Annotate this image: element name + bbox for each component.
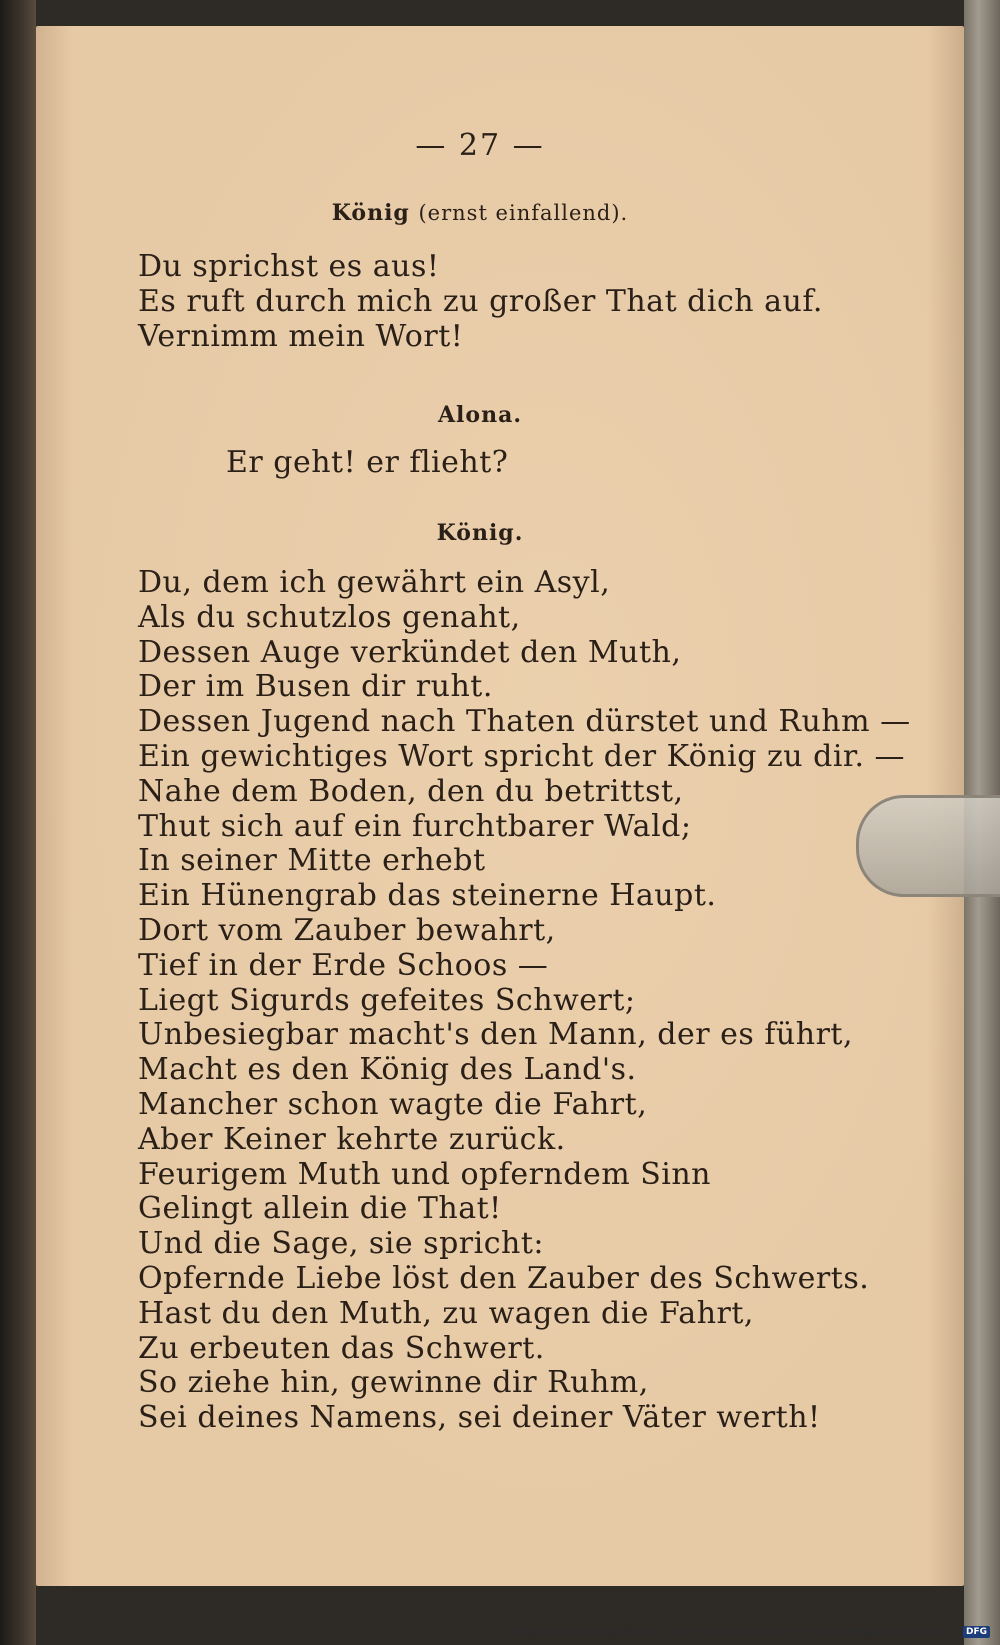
verse-line: Sei deines Namens, sei deiner Väter werth!: [138, 1400, 821, 1436]
verse-line: In seiner Mitte erhebt: [138, 843, 486, 879]
verse-line: Du, dem ich gewährt ein Asyl,: [138, 565, 611, 600]
verse-line: Tief in der Erde Schoos —: [138, 947, 549, 983]
verse-line: Liegt Sigurds gefeites Schwert;: [138, 982, 636, 1018]
verse-line: Dessen Jugend nach Thaten dürstet und Ruhm —: [138, 704, 911, 740]
verse-line: Feurigem Muth und opferndem Sinn: [138, 1156, 711, 1192]
verse-line: Und die Sage, sie spricht:: [138, 1226, 545, 1262]
verse-line: Thut sich auf ein furchtbarer Wald;: [138, 808, 692, 844]
verse-line: Er geht! er flieht?: [226, 445, 509, 480]
verse-line: Der im Busen dir ruht.: [138, 669, 493, 705]
verse-line: Opfernde Liebe löst den Zauber des Schwerts.: [138, 1260, 870, 1296]
speaker-name: Alona.: [437, 402, 522, 428]
verse-line: Du sprichst es aus!: [138, 249, 440, 284]
verse-line: Als du schutzlos genaht,: [138, 599, 521, 635]
verse-block-3: [138, 566, 911, 1436]
verse-line: Zu erbeuten das Schwert.: [138, 1330, 545, 1366]
verse-line: Unbesiegbar macht's den Mann, der es führt,: [138, 1017, 854, 1053]
verse-line: Es ruft durch mich zu großer That dich auf.: [138, 283, 823, 319]
verse-line: Dessen Auge verkündet den Muth,: [138, 634, 682, 670]
credit-text: Digitalisierung gefördert durch die Deutsche Forschungsgemeinschaft -: [512, 1625, 959, 1638]
digitization-credit: [513, 1625, 990, 1638]
speaker-name: König: [331, 200, 410, 226]
verse-line: Ein gewichtiges Wort spricht der König zu dir. —: [138, 738, 906, 774]
stage-direction: (ernst einfallend).: [418, 201, 629, 225]
verse-line: Mancher schon wagte die Fahrt,: [138, 1086, 648, 1122]
verse-line: Nahe dem Boden, den du betrittst,: [138, 773, 684, 809]
verse-block-2: [226, 446, 508, 481]
speaker-heading-koenig-2: [0, 520, 960, 546]
speaker-heading-alona: [0, 402, 960, 428]
verse-line: Vernimm mein Wort!: [138, 318, 464, 354]
verse-block-1: [138, 250, 823, 354]
dfg-logo: DFG: [963, 1626, 990, 1638]
speaker-heading-koenig-1: [0, 200, 960, 226]
speaker-name: König.: [436, 520, 524, 546]
verse-line: Gelingt allein die That!: [138, 1191, 502, 1227]
verse-line: So ziehe hin, gewinne dir Ruhm,: [138, 1365, 649, 1401]
verse-line: Ein Hünengrab das steinerne Haupt.: [138, 878, 717, 914]
verse-line: Macht es den König des Land's.: [138, 1052, 637, 1088]
verse-line: Aber Keiner kehrte zurück.: [138, 1121, 566, 1157]
page-number: — 27 —: [415, 128, 545, 163]
verse-line: Dort vom Zauber bewahrt,: [138, 912, 556, 948]
verse-line: Hast du den Muth, zu wagen die Fahrt,: [138, 1295, 754, 1331]
